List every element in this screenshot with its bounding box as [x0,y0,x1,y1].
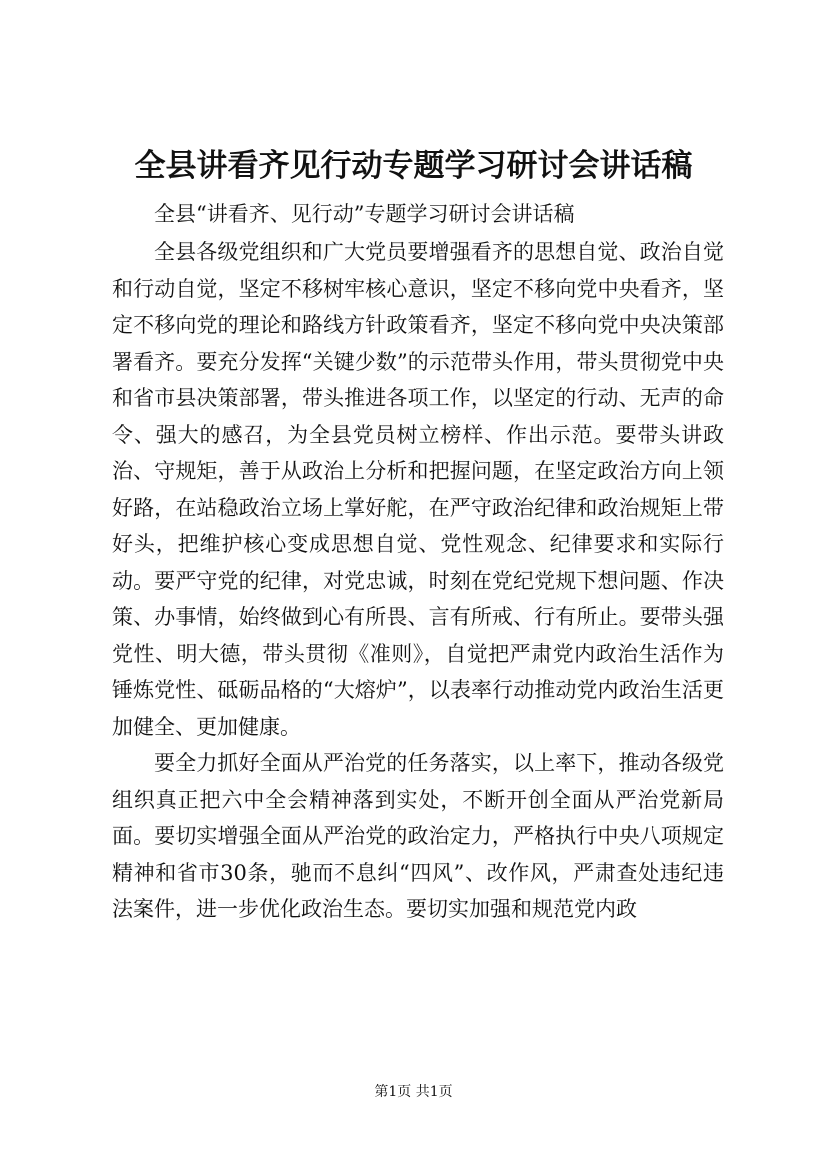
body-paragraph-2: 要全力抓好全面从严治党的任务落实，以上率下，推动各级党组织真正把六中全会精神落到实处，不断开创全面从严治党新局面。要切实增强全面从严治党的政治定力，严格执行中央八项规定精神和省市30条，驰而不息纠“四风”、改作风，严肃查处违纪违法案件，进一步优化政治生态。要切实加强和规范党内政 [112,751,724,921]
document-body [112,194,724,928]
document-subtitle: 全县“讲看齐、见行动”专题学习研讨会讲话稿 [154,202,575,226]
document-title: 全县讲看齐见行动专题学习研讨会讲话稿 [134,148,693,184]
page-footer: 第1页 共1页 [374,1084,453,1100]
body-paragraph-1: 全县各级党组织和广大党员要增强看齐的思想自觉、政治自觉和行动自觉，坚定不移树牢核心意识，坚定不移向党中央看齐，坚定不移向党的理论和路线方针政策看齐，坚定不移向党中央决策部署看齐。要充分发挥“关键少数”的示范带头作用，带头贯彻党中央和省市县决策部署，带头推进各项工作，以坚定的行动、无声的命令、强大的感召，为全县党员树立榜样、作出示范。要带头讲政治、守规矩，善于从政治上分析和把握问题，在坚定政治方向上领好路，在站稳政治立场上掌好舵，在严守政治纪律和政治规矩上带好头，把维护核心变成思想自觉、党性观念、纪律要求和实际行动。要严守党的纪律，对党忠诚，时刻在党纪党规下想问题、作决策、办事情，始终做到心有所畏、言有所戒、行有所止。要带头强党性、明大德，带头贯彻《准则》，自觉把严肃党内政治生活作为锤炼党性、砥砺品格的“大熔炉”，以表率行动推动党内政治生活更加健全、更加健康。 [112,240,724,739]
